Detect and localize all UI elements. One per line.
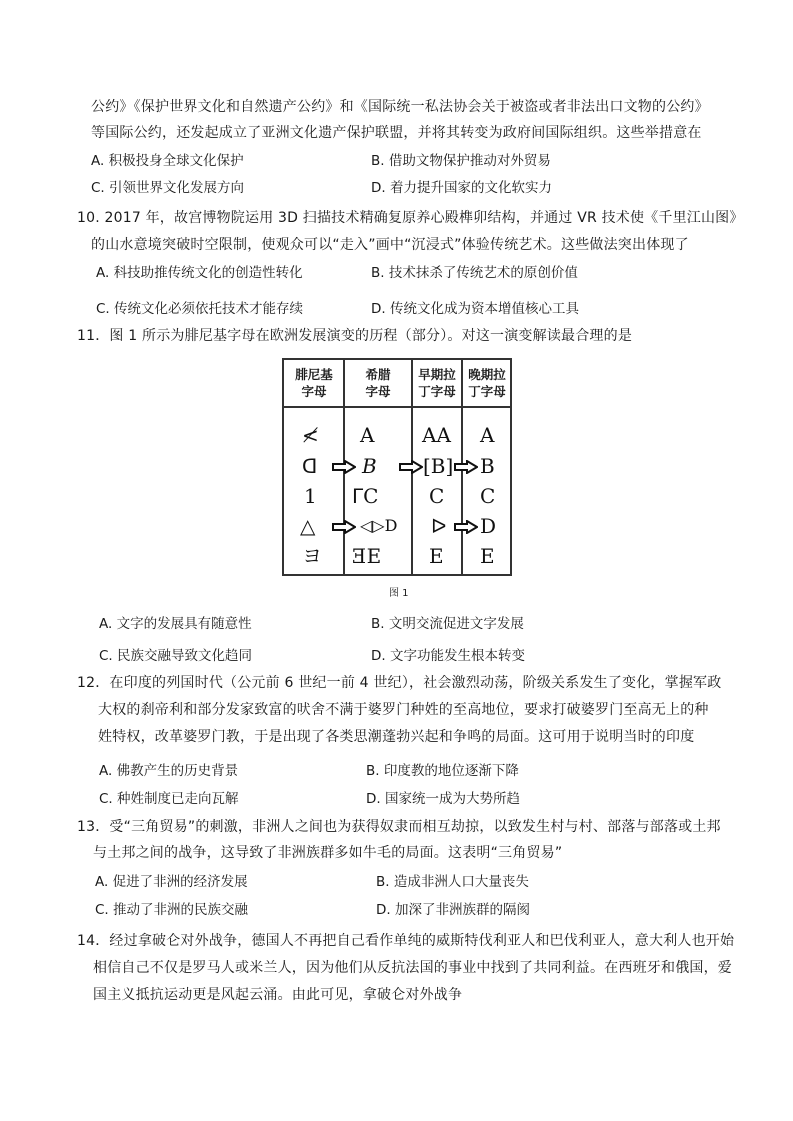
q14-line-2: 相信自己不仅是罗马人或米兰人，因为他们从反抗法国的事业中找到了共同利益。在西班牙和俄国，爱 (93, 960, 732, 976)
phoenician-glyph: △ (300, 514, 316, 538)
late-latin-glyph: E (480, 544, 495, 568)
q10-option-d: D. 传统文化成为资本增值核心工具 (371, 301, 579, 317)
q14-line-3: 国主义抵抗运动更是风起云涌。由此可见，拿破仑对外战争 (93, 987, 463, 1003)
q10-line-2: 的山水意境突破时空限制，使观众可以“走入”画中“沉浸式”体验传统艺术。这些做法突出体现了 (91, 237, 689, 253)
header-early-latin: 早期拉 丁字母 (418, 367, 456, 399)
phoenician-glyph: ≮ (302, 423, 319, 447)
q13-option-a: A. 促进了非洲的经济发展 (95, 874, 248, 890)
q13-option-d: D. 加深了非洲族群的隔阂 (376, 902, 530, 918)
header-late-latin: 晚期拉 丁字母 (468, 367, 506, 399)
figure-caption: 图 1 (389, 588, 409, 599)
q12-line-3: 姓特权，改革婆罗门教，于是出现了各类思潮蓬勃兴起和争鸣的局面。这可用于说明当时的印度 (98, 729, 695, 745)
q10-option-a: A. 科技助推传统文化的创造性转化 (96, 265, 303, 281)
q10-option-c: C. 传统文化必须依托技术才能存续 (96, 301, 304, 317)
q11-option-a: A. 文字的发展具有随意性 (99, 616, 252, 632)
q14-line-1: 14．经过拿破仑对外战争，德国人不再把自己看作单纯的威斯特伐利亚人和巴伐利亚人，意大利人也开始 (77, 933, 735, 949)
right-arrow-icon (454, 520, 478, 534)
q13-line-1: 13．受“三角贸易”的刺激，非洲人之间也为获得奴隶而相互劫掠，以致发生村与村、部落与部落或土邦 (77, 819, 721, 835)
q12-option-a: A. 佛教产生的历史背景 (99, 763, 239, 779)
header-greek: 希腊 字母 (365, 367, 391, 399)
phoenician-glyph: 1 (304, 484, 317, 508)
early-latin-glyph: ᐅ (431, 514, 447, 538)
q9-option-a: A. 积极投身全球文化保护 (91, 153, 244, 169)
q11-option-c: C. 民族交融导致文化趋同 (99, 648, 253, 664)
phoenician-glyph: ヨ (302, 544, 322, 568)
q12-option-d: D. 国家统一成为大势所趋 (366, 791, 520, 807)
early-latin-glyph: C (429, 484, 445, 508)
q11-option-d: D. 文字功能发生根本转变 (371, 648, 525, 664)
q11-line-1: 11．图 1 所示为腓尼基字母在欧洲发展演变的历程（部分）。对这一演变解读最合理的是 (77, 328, 633, 344)
header-phoenician: 腓尼基 字母 (295, 367, 333, 399)
q9-option-b: B. 借助文物保护推动对外贸易 (371, 153, 551, 169)
q10-line-1: 10. 2017 年，故宫博物院运用 3D 扫描技术精确复原养心殿榫卯结构，并通过 VR 技术使《千里江山图》 (77, 210, 744, 226)
q9-line-2: 等国际公约，还发起成立了亚洲文化遗产保护联盟，并将其转变为政府间国际组织。这些举措意在 (91, 125, 702, 141)
greek-glyph: A (360, 423, 375, 447)
alphabet-evolution-figure (282, 358, 512, 576)
q12-line-2: 大权的刹帝利和部分发家致富的吠舍不满于婆罗门种姓的至高地位，要求打破婆罗门至高无上的种 (98, 702, 709, 718)
q13-option-c: C. 推动了非洲的民族交融 (95, 902, 249, 918)
q10-option-b: B. 技术抹杀了传统艺术的原创价值 (371, 265, 578, 281)
phoenician-glyph: ᗡ (302, 454, 318, 478)
late-latin-glyph: A (480, 423, 495, 447)
q11-option-b: B. 文明交流促进文字发展 (371, 616, 524, 632)
q9-option-d: D. 着力提升国家的文化软实力 (371, 180, 552, 196)
early-latin-glyph: E (429, 544, 444, 568)
q12-option-c: C. 种姓制度已走向瓦解 (99, 791, 239, 807)
right-arrow-icon (332, 520, 356, 534)
greek-glyph: ◁▷D (360, 516, 398, 535)
late-latin-glyph: C (480, 484, 496, 508)
q13-option-b: B. 造成非洲人口大量丧失 (376, 874, 529, 890)
early-latin-glyph: AA (422, 423, 451, 447)
right-arrow-icon (332, 460, 356, 474)
greek-glyph: B (362, 454, 377, 478)
q13-line-2: 与土邦之间的战争，这导致了非洲族群多如牛毛的局面。这表明“三角贸易” (93, 845, 563, 861)
greek-glyph: ᒥC (352, 484, 379, 508)
q12-option-b: B. 印度教的地位逐渐下降 (366, 763, 519, 779)
q12-line-1: 12．在印度的列国时代（公元前 6 世纪一前 4 世纪），社会激烈动荡，阶级关系发生了变化，掌握军政 (77, 675, 722, 691)
right-arrow-icon (454, 460, 478, 474)
greek-glyph: ƎE (352, 544, 382, 568)
q9-option-c: C. 引领世界文化发展方向 (91, 180, 245, 196)
early-latin-glyph: [B] (423, 454, 454, 478)
q9-line-1: 公约》《保护世界文化和自然遗产公约》和《国际统一私法协会关于被盗或者非法出口文物的公约》 (91, 99, 709, 115)
late-latin-glyph: B (480, 454, 495, 478)
right-arrow-icon (399, 460, 423, 474)
late-latin-glyph: D (480, 514, 497, 538)
